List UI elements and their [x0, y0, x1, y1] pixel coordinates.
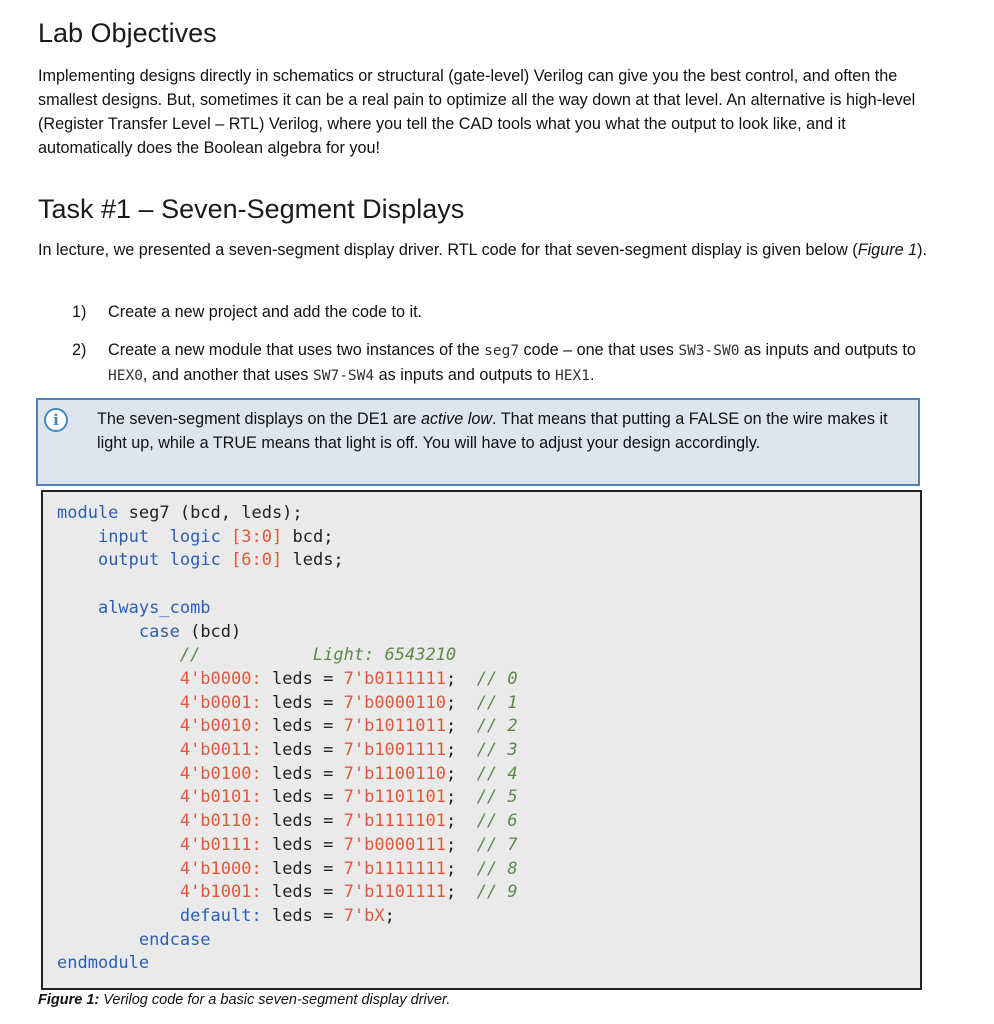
task-heading: Task #1 – Seven-Segment Displays: [38, 194, 465, 224]
case-row: 4'b0011: leds = 7'b1001111; // 3: [179, 740, 518, 761]
code-listing: [41, 490, 922, 990]
info-note-text: The seven-segment displays on the DE1 are active low. That means that putting a FALSE on the wire makes it light up, while a TRUE means that light is off. You will have to adjust your design accordingly.: [97, 410, 888, 452]
case-row: 4'b0110: leds = 7'b1111101; // 6: [179, 811, 518, 832]
case-row: 4'b1001: leds = 7'b1101111; // 9: [179, 882, 518, 903]
task-intro-paragraph: In lecture, we presented a seven-segment display driver. RTL code for that seven-segment display is given below (Figure 1).: [38, 241, 927, 259]
case-row: 4'b0111: leds = 7'b0000111; // 7: [179, 834, 518, 855]
step-number: 2): [72, 341, 87, 359]
case-row: 4'b0000: leds = 7'b0111111; // 0: [179, 668, 518, 689]
page-title: Lab Objectives: [38, 18, 217, 48]
figure-caption: Figure 1: Verilog code for a basic seven-segment display driver.: [38, 992, 451, 1008]
step-text: Create a new project and add the code to it.: [108, 303, 423, 321]
intro-paragraph: Implementing designs directly in schematics or structural (gate-level) Verilog can give you the best control, and often the smallest designs. But, sometimes it can be a real pain to optimize all the way down at that level. An alternative is high-level (Register Transfer Level – RTL) Verilog, where you tell the CAD tools what you what the output to look like, and it automatically does the Boolean algebra for you!: [38, 67, 916, 157]
verilog-code: module seg7 (bcd, leds); input logic [3:0] bcd; output logic [6:0] leds; always_comb case (bcd) // Light: 6543210 4'b0000: leds = 7'b0111111; // 0 4'b0001: leds = 7'b0000110; // 1 4'b0010: leds = 7'b1011011; // 2 4'b0011: leds = 7'b1001111; // 3 4'b0100: leds = 7'b1100110; // 4 4'b0101: leds = 7'b1101101; // 5 4'b0110: leds = 7'b1111101; // 6 4'b0111: leds = 7'b0000111; // 7 4'b1000: leds = 7'b1111111; // 8 4'b1001: leds = 7'b1101111; // 9 default: leds = 7'bX; endcase endmodule: [57, 503, 518, 974]
case-row: 4'b0001: leds = 7'b0000110; // 1: [179, 692, 518, 713]
info-icon: i: [44, 408, 68, 432]
case-row: 4'b0101: leds = 7'b1101101; // 5: [179, 787, 518, 808]
case-rows: [57, 669, 518, 902]
step-text: Create a new module that uses two instances of the seg7 code – one that uses SW3-SW0 as inputs and outputs to HEX0, and another that uses SW7-SW4 as inputs and outputs to HEX1.: [108, 341, 916, 384]
figure-ref: Figure 1: [857, 241, 918, 259]
info-note-box: [36, 398, 920, 486]
case-row: 4'b1000: leds = 7'b1111111; // 8: [179, 858, 518, 879]
case-row: 4'b0100: leds = 7'b1100110; // 4: [179, 763, 518, 784]
step-number: 1): [72, 303, 87, 321]
case-row: 4'b0010: leds = 7'b1011011; // 2: [179, 716, 518, 737]
